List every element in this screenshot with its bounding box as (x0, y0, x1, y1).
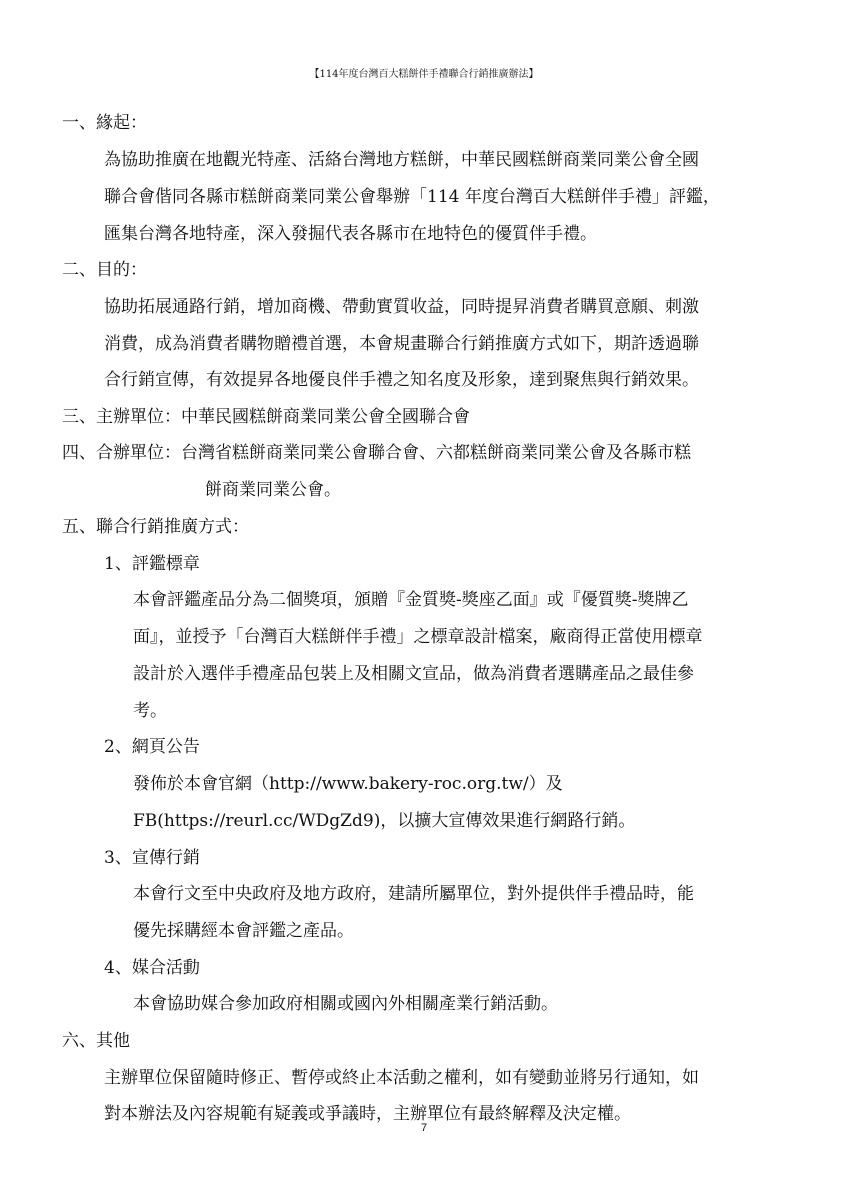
section-4-line-1: 餅商業同業公會。 (205, 480, 341, 500)
section-3-heading: 三、主辦單位：中華民國糕餅商業同業公會全國聯合會 (62, 407, 470, 427)
item-4-heading: 4、媒合活動 (104, 958, 200, 978)
item-2-line-2: FB(https://reurl.cc/WDgZd9)，以擴大宣傳效果進行網路行銷。 (133, 811, 636, 831)
item-1-line-1: 本會評鑑產品分為二個獎項，頒贈『金質獎-獎座乙面』或『優質獎-獎牌乙 (133, 590, 689, 610)
section-6-line-2: 對本辦法及內容規範有疑義或爭議時，主辦單位有最終解釋及決定權。 (104, 1104, 631, 1124)
section-1-line-3: 匯集台灣各地特產，深入發掘代表各縣市在地特色的優質伴手禮。 (104, 224, 597, 244)
item-4-line-1: 本會協助媒合參加政府相關或國內外相關產業行銷活動。 (133, 994, 558, 1014)
item-1-heading: 1、評鑑標章 (104, 554, 200, 574)
item-3-line-1: 本會行文至中央政府及地方政府，建請所屬單位，對外提供伴手禮品時，能 (133, 884, 694, 904)
section-2-line-3: 合行銷宣傳，有效提昇各地優良伴手禮之知名度及形象，達到聚焦與行銷效果。 (104, 370, 699, 390)
section-1-line-2: 聯合會偕同各縣市糕餅商業同業公會舉辦「114 年度台灣百大糕餅伴手禮」評鑑， (104, 187, 720, 207)
item-2-heading: 2、網頁公告 (104, 737, 200, 757)
item-1-line-3: 設計於入選伴手禮產品包裝上及相關文宣品，做為消費者選購產品之最佳參 (133, 664, 694, 684)
section-2-line-2: 消費，成為消費者購物贈禮首選，本會規畫聯合行銷推廣方式如下，期許透過聯 (104, 334, 699, 354)
item-1-line-2: 面』，並授予「台灣百大糕餅伴手禮」之標章設計檔案，廠商得正當使用標章 (133, 627, 703, 647)
section-1-heading: 一、緣起： (62, 113, 147, 133)
page-number: 7 (420, 1122, 428, 1134)
section-6-heading: 六、其他 (62, 1031, 130, 1051)
section-2-heading: 二、目的： (62, 260, 147, 280)
section-5-heading: 五、聯合行銷推廣方式： (62, 517, 249, 537)
section-6-line-1: 主辦單位保留隨時修正、暫停或終止本活動之權利，如有變動並將另行通知，如 (104, 1068, 699, 1088)
item-2-line-1: 發佈於本會官網（http://www.bakery-roc.org.tw/）及 (133, 774, 563, 794)
section-2-line-1: 協助拓展通路行銷，增加商機、帶動實質收益，同時提昇消費者購買意願、刺激 (104, 297, 699, 317)
document-title: 【114年度台灣百大糕餅伴手禮聯合行銷推廣辦法】 (309, 69, 539, 80)
item-3-heading: 3、宣傳行銷 (104, 848, 200, 868)
section-1-line-1: 為協助推廣在地觀光特產、活絡台灣地方糕餅，中華民國糕餅商業同業公會全國 (104, 150, 699, 170)
item-1-line-4: 考。 (133, 701, 167, 721)
section-4-heading: 四、合辦單位：台灣省糕餅商業同業公會聯合會、六都糕餅商業同業公會及各縣市糕 (62, 443, 691, 463)
item-3-line-2: 優先採購經本會評鑑之產品。 (133, 921, 354, 941)
